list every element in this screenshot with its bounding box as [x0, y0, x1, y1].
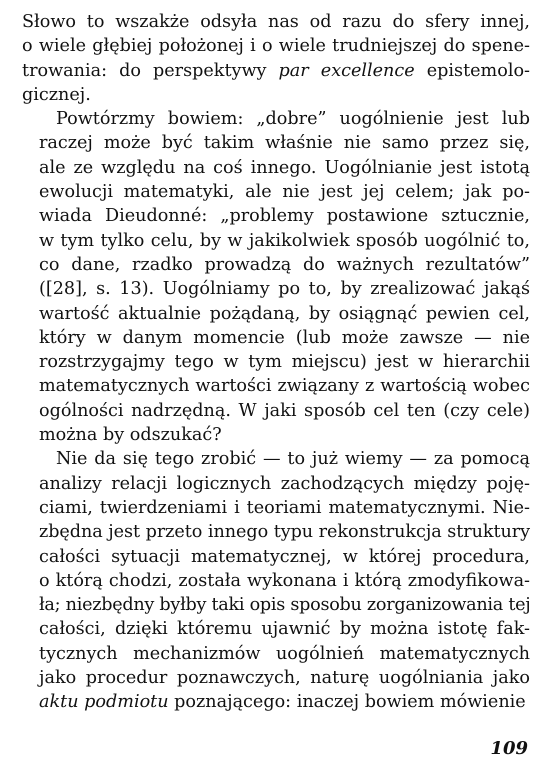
text-segment: gicznej. [22, 84, 91, 105]
paragraph [22, 10, 530, 107]
text-segment: całości sytuacji matematycznej, w której procedura, [39, 546, 530, 567]
text-segment: Nie da się tego zrobić — to już wiemy — za pomocą [56, 449, 530, 470]
text-line [22, 204, 530, 228]
text-line [22, 374, 530, 398]
text-line [22, 690, 530, 714]
text-segment: epistemolo- [414, 60, 530, 81]
text-segment: rozstrzygajmy tego w tym miejscu) jest w hierarchii [39, 352, 530, 373]
text-line [22, 59, 530, 83]
text-segment: można by odszukać? [39, 425, 222, 446]
paragraph [22, 107, 530, 447]
text-segment: analizy relacji logicznych zachodzących między poję- [39, 473, 530, 494]
text-line [22, 447, 530, 471]
text-line [22, 496, 530, 520]
italic-text: par excellence [278, 60, 415, 81]
text-line [22, 302, 530, 326]
text-segment: co dane, rzadko prowadzą do ważnych rezultatów” [39, 254, 530, 275]
text-segment: raczej może być takim właśnie nie samo przez się, [39, 133, 530, 154]
text-segment: jako procedur poznawczych, naturę uogólniania jako [39, 668, 530, 689]
text-segment: zbędna jest przeto innego typu rekonstrukcja struktury [39, 522, 530, 543]
text-line [22, 131, 530, 155]
text-segment: ale ze względu na coś innego. Uogólnianie jest istotą [39, 157, 530, 178]
paragraph [22, 447, 530, 714]
text-segment: Powtórzmy bowiem: „dobre” uogólnienie jest lub [56, 109, 530, 130]
text-line [22, 423, 530, 447]
text-segment: całości, dzięki któremu ujawnić by można istotę fak- [39, 619, 530, 640]
text-segment: trowania: do perspektywy [22, 60, 279, 81]
text-line [22, 350, 530, 374]
text-segment: w tym tylko celu, by w jakikolwiek sposób uogólnić to, [39, 230, 530, 251]
text-line [22, 180, 530, 204]
text-segment: poznającego: inaczej bowiem mówienie [168, 692, 526, 713]
text-line [22, 34, 530, 58]
text-line [22, 253, 530, 277]
text-line [22, 277, 530, 301]
text-line [22, 520, 530, 544]
page-body [22, 10, 530, 715]
text-segment: wiada Dieudonné: „problemy postawione sztucznie, [39, 206, 530, 227]
text-segment: o wiele głębiej położonej i o wiele trudniejszej do spene- [22, 36, 530, 57]
text-segment: wartość aktualnie pożądaną, by osiągnąć pewien cel, [39, 303, 530, 324]
text-line [22, 326, 530, 350]
text-line [22, 399, 530, 423]
text-line [22, 569, 530, 593]
text-line [22, 472, 530, 496]
text-line [22, 10, 530, 34]
text-line [22, 617, 530, 641]
text-line [22, 593, 530, 617]
text-line [22, 107, 530, 131]
text-segment: matematycznych wartości związany z wartością wobec [39, 376, 530, 397]
text-line [22, 545, 530, 569]
text-segment: ([28], s. 13). Uogólniamy po to, by zrealizować jakąś [39, 279, 530, 300]
text-segment: ła; niezbędny byłby taki opis sposobu zorganizowania tej [39, 595, 531, 616]
text-segment: o którą chodzi, została wykonana i którą zmodyfikowa- [39, 570, 530, 591]
text-segment: ciami, twierdzeniami i teoriami matematycznymi. Nie- [39, 497, 530, 518]
text-line [22, 229, 530, 253]
page-number: 109 [490, 738, 528, 759]
italic-text: aktu podmiotu [39, 692, 169, 713]
text-line [22, 642, 530, 666]
text-line [22, 83, 530, 107]
text-segment: ogólności nadrzędną. W jaki sposób cel ten (czy cele) [39, 400, 530, 421]
text-segment: ewolucji matematyki, ale nie jest jej celem; jak po- [39, 182, 530, 203]
text-line [22, 666, 530, 690]
text-line [22, 156, 530, 180]
text-segment: który w danym momencie (lub może zawsze — nie [39, 327, 530, 348]
text-segment: tycznych mechanizmów uogólnień matematycznych [39, 643, 530, 664]
text-segment: Słowo to wszakże odsyła nas od razu do sfery innej, [22, 12, 530, 32]
